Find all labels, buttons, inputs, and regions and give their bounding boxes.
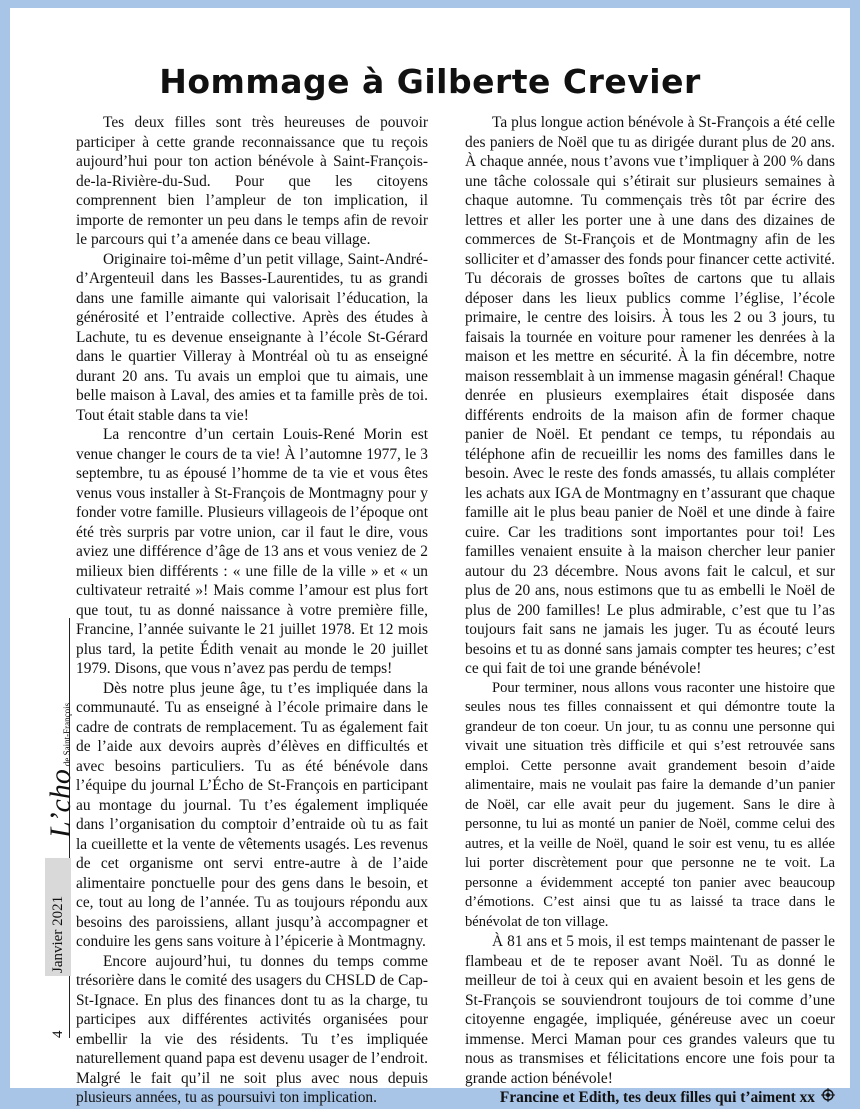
- signature-line: [465, 1088, 835, 1109]
- newspaper-logo: [44, 678, 77, 838]
- left-column: [76, 113, 428, 1108]
- paragraph: Tes deux filles sont très heureuses de pouvoir participer à cette grande reconnaissance que tu reçois aujourd’hui pour ton action bénévole à Saint-François-de-la-Rivière-du-Sud. Pour que les citoyens comprennent bien l’ampleur de ton implication, il importe de remonter un peu dans le temps afin de revoir le parcours qui t’a amenée dans ce beau village.: [76, 114, 428, 248]
- issue-date: Janvier 2021: [50, 895, 66, 973]
- page-number: 4: [50, 1030, 66, 1038]
- paragraph: La rencontre d’un certain Louis-René Morin est venue changer le cours de ta vie! À l’automne 1977, le 3 septembre, tu as épousé l’homme de ta vie et vous êtes venus vous installer à St-François de Montmagny pour y fonder votre famille. Plusieurs villageois de l’époque ont été très surpris par votre union, car il faut le dire, vous aviez une différence d’âge de 13 ans et vous veniez de 2 milieux bien différents : « une fille de la ville » et « un cultivateur retraité »! Mais comme l’amour est plus fort que tout, tu as donné naissance à votre première fille, Francine, l’année suivante le 21 juillet 1978. Et 12 mois plus tard, la petite Édith venait au monde le 20 juillet 1979. Disons, que vous n’avez pas perdu de temps!: [76, 426, 428, 677]
- logo-subtitle: de Saint-François: [62, 702, 72, 767]
- paragraph: Originaire toi-même d’un petit village, Saint-André-d’Argenteuil dans les Basses-Laurentides, tu as grandi dans une famille aimante qui valorisait l’éducation, la générosité et l’entraide collective. Après des études à Lachute, tu es devenue enseignante à l’école St-Gérard dans le quartier Villeray à Montréal où tu as enseigné durant 20 ans. Tu avais un emploi que tu aimais, une belle maison à Laval, des amies et ta famille près de toi. Tout était stable dans ta vie!: [76, 250, 428, 424]
- signature: Francine et Edith, tes deux filles qui t’aiment xx: [499, 1089, 815, 1106]
- paragraph: Encore aujourd’hui, tu donnes du temps comme trésorière dans le comité des usagers du CHSLD de Cap-St-Ignace. En plus des finances dont tu as la charge, tu participes aux différentes activités organisées pour embellir la vie des résidents. Tu t’es impliquée naturellement quand papa est devenu usager de l’endroit. Malgré le fait qu’il ne soit plus avec nous depuis plusieurs années, tu as poursuivi ton implication.: [76, 952, 428, 1106]
- paragraph: À 81 ans et 5 mois, il est temps maintenant de passer le flambeau et de te reposer avant Noël. Tu as donné le meilleur de toi à ceux qui en avaient besoin et les gens de St-François se souviendront toujours de toi comme d’une citoyenne engagée, impliquée, généreuse avec un coeur immense. Merci Maman pour ces grandes valeurs que tu nous as transmises et félicitations encore une fois pour ta grande action bénévole!: [465, 933, 835, 1087]
- paragraph: Ta plus longue action bénévole à St-François a été celle des paniers de Noël que tu as dirigée durant plus de 20 ans. À chaque année, nous t’avons vue t’impliquer à 200 % dans une tâche colossale qui s’étirait sur plusieurs semaines à chaque automne. Tu commençais très tôt par écrire des lettres et aller les porter une à une dans des dizaines de commerces de St-François et de Montmagny afin de les solliciter et d’amasser des fonds pour financer cette activité. Tu décorais de grosses boîtes de cartons que tu allais déposer dans les lieux publics comme l’église, l’école primaire, le centre des loisirs. À tous les 2 ou 3 jours, tu faisais la tournée en voiture pour ramener les denrées à la maison et les mettre en sécurité. À la fin décembre, notre maison ressemblait à un immense magasin général! Chaque denrée en plusieurs exemplaires était disposée dans différents endroits de la maison afin de former chaque panier de Noël. Et pendant ce temps, tu répondais au téléphone afin de recueillir les noms des familles dans le besoin. Avec le reste des fonds amassés, tu allais compléter les achats aux IGA de Montmagny en t’assurant que chaque famille ait le plus beau panier de Noël et une dinde à faire cuire. Car les traditions sont importantes pour toi! Les familles venaient ensuite à la maison chercher leur panier autour du 23 décembre. Nous avons fait le calcul, et sur plus de 20 ans, nous estimons que tu as embelli le Noël de plus de 200 familles! Le plus admirable, c’est que tu l’as toujours fait sans ne jamais les juger. Tu as écouté leurs besoins et tu as donné sans jamais compter tes heures; c’est ce qui fait de toi une grande bénévole!: [465, 114, 835, 677]
- right-column: [465, 113, 835, 1109]
- article-title: Hommage à Gilberte Crevier: [159, 62, 701, 101]
- logo-word: cho: [44, 769, 77, 813]
- paragraph: Dès notre plus jeune âge, tu t’es impliquée dans la communauté. Tu as enseigné à l’école primaire dans le cadre de contrats de remplacement. Tu as également fait de l’aide aux devoirs auprès d’élèves en difficultés et avec besoins particuliers. Tu as été bénévole dans l’équipe du journal L’Écho de St-François en participant au montage du journal. Tu t’es également impliquée dans l’organisation du comptoir d’entraide où tu as fait la cueillette et la vente de vêtements usagés. Les revenus de cet organisme ont servi entre-autre à de l’aide alimentaire ponctuelle pour des gens dans le besoin, et ce, tout au long de l’année. Tu as toujours répondu aux besoins des paroissiens, allant jusqu’à accompagner et conduire les gens sans voiture à l’épicerie à Montmagny.: [76, 679, 428, 950]
- paragraph: Pour terminer, nous allons vous raconter une histoire que seules nous tes filles connaissent et qui démontre toute la grandeur de ton coeur. Un jour, tu as connu une personne qui vivait une situation très difficile et qui s’est retrouvée sans emploi. Cette personne avait grandement besoin d’aide alimentaire, mais ne voulait pas faire la demande d’un panier de Noël, car elle avait peur du jugement. Sans le dire à personne, tu lui as monté un panier de Noël, comme celui des autres, et la veille de Noël, quand le soir est venu, tu es allée lui porter discrètement pour que personne ne te voit. La personne a évidemment accepté ton panier avec beaucoup d’émotions. C’est ainsi que tu as laissé ta trace dans le bénévolat de ton village.: [465, 679, 835, 930]
- newspaper-page: [10, 8, 850, 1106]
- sidebar: [36, 618, 76, 1048]
- logo-letter: L’: [44, 812, 77, 838]
- target-icon: [821, 1088, 835, 1109]
